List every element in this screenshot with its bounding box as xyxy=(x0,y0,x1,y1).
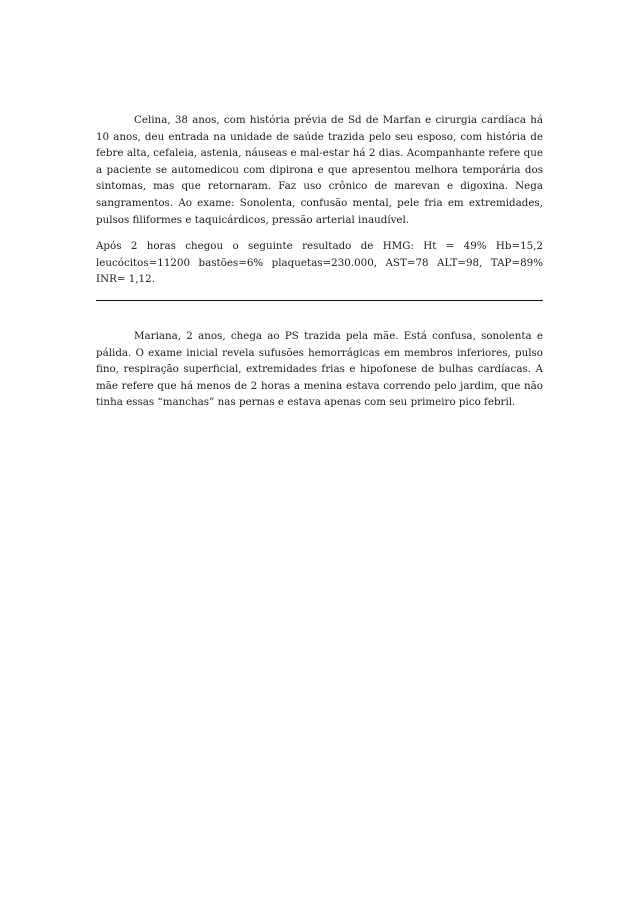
case2-paragraph-history: Mariana, 2 anos, chega ao PS trazida pela mãe. Está confusa, sonolenta e pálida. O exame inicial revela sufusões hemorrágicas em membros inferiores, pulso fino, respiração superficial, extremidades frias e hipofonese de bulhas cardíacas. A mãe refere que há menos de 2 horas a menina estava correndo pelo jardim, que não tinha essas “manchas” nas pernas e estava apenas com seu primeiro pico febril. xyxy=(96,329,543,409)
case1-paragraph-lab-results: Após 2 horas chegou o seguinte resultado de HMG: Ht = 49% Hb=15,2 leucócitos=11200 bastões=6% plaquetas=230.000, AST=78 ALT=98, TAP=89% INR= 1,12. xyxy=(96,240,543,286)
document-body xyxy=(96,112,543,411)
case1-paragraph-history: Celina, 38 anos, com história prévia de Sd de Marfan e cirurgia cardíaca há 10 anos, deu entrada na unidade de saúde trazida pelo seu esposo, com história de febre alta, cefaleia, astenia, náuseas e mal-estar há 2 dias. Acompanhante refere que a paciente se automedicou com dipirona e que apresentou melhora temporária dos sintomas, mas que retornaram. Faz uso crônico de marevan e digoxina. Nega sangramentos. Ao exame: Sonolenta, confusão mental, pele fria em extremidades, pulsos filiformes e taquicárdicos, pressão arterial inaudível. xyxy=(96,114,543,226)
section-divider xyxy=(96,300,543,301)
